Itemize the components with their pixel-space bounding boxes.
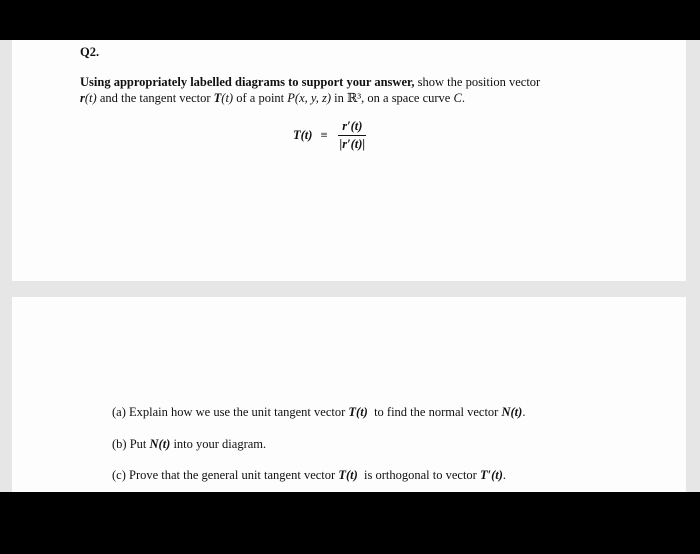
formula-denominator: |r′(t)| xyxy=(339,137,366,151)
part-a-symbol-T: T(t) xyxy=(348,405,368,419)
curve-symbol: C xyxy=(453,91,462,105)
part-b xyxy=(112,437,266,452)
part-c xyxy=(112,468,506,483)
point-symbol: P(x, y, z) xyxy=(287,91,332,105)
unit-tangent-formula xyxy=(293,119,369,152)
formula-lhs: T(t) xyxy=(293,128,313,142)
question-text-part: , on a space curve xyxy=(361,91,454,105)
tangent-vector-symbol: T xyxy=(213,91,222,105)
question-text-part: . xyxy=(461,91,465,105)
page-2 xyxy=(12,297,686,492)
position-vector-arg: (t) xyxy=(84,91,97,105)
question-intro-bold: Using appropriately labelled diagrams to support your answer, xyxy=(80,75,415,89)
tangent-vector-arg: (t) xyxy=(221,91,234,105)
part-c-suffix: . xyxy=(502,468,507,482)
formula-numerator: r′(t) xyxy=(338,119,366,136)
question-number: Q2. xyxy=(80,45,100,59)
question-text-part: in xyxy=(331,91,347,105)
part-a-symbol-N: N(t) xyxy=(501,405,523,419)
question-text-part: show the position vector xyxy=(414,75,541,89)
top-black-bar xyxy=(0,0,700,40)
part-a-suffix: . xyxy=(522,405,526,419)
space-symbol: ℝ³ xyxy=(347,91,362,105)
bottom-black-bar xyxy=(0,492,700,554)
formula-fraction xyxy=(336,119,370,152)
part-b-suffix: into your diagram. xyxy=(170,437,267,451)
part-b-text: (b) Put xyxy=(112,437,150,451)
part-c-text: (c) Prove that the general unit tangent vector xyxy=(112,468,339,482)
question-text-part: of a point xyxy=(233,91,288,105)
part-b-symbol-N: N(t) xyxy=(149,437,171,451)
question-text-part: and the tangent vector xyxy=(96,91,214,105)
part-c-text-mid: is orthogonal to vector xyxy=(357,468,480,482)
part-a xyxy=(112,405,525,420)
part-c-symbol-T-prime: T′(t) xyxy=(479,468,503,482)
formula-equiv-sign: ≡ xyxy=(320,128,328,142)
part-a-text: (a) Explain how we use the unit tangent vector xyxy=(112,405,349,419)
part-c-symbol-T: T(t) xyxy=(338,468,358,482)
part-a-text-mid: to find the normal vector xyxy=(367,405,502,419)
question-text xyxy=(80,74,600,106)
position-vector-symbol: r xyxy=(80,91,85,105)
